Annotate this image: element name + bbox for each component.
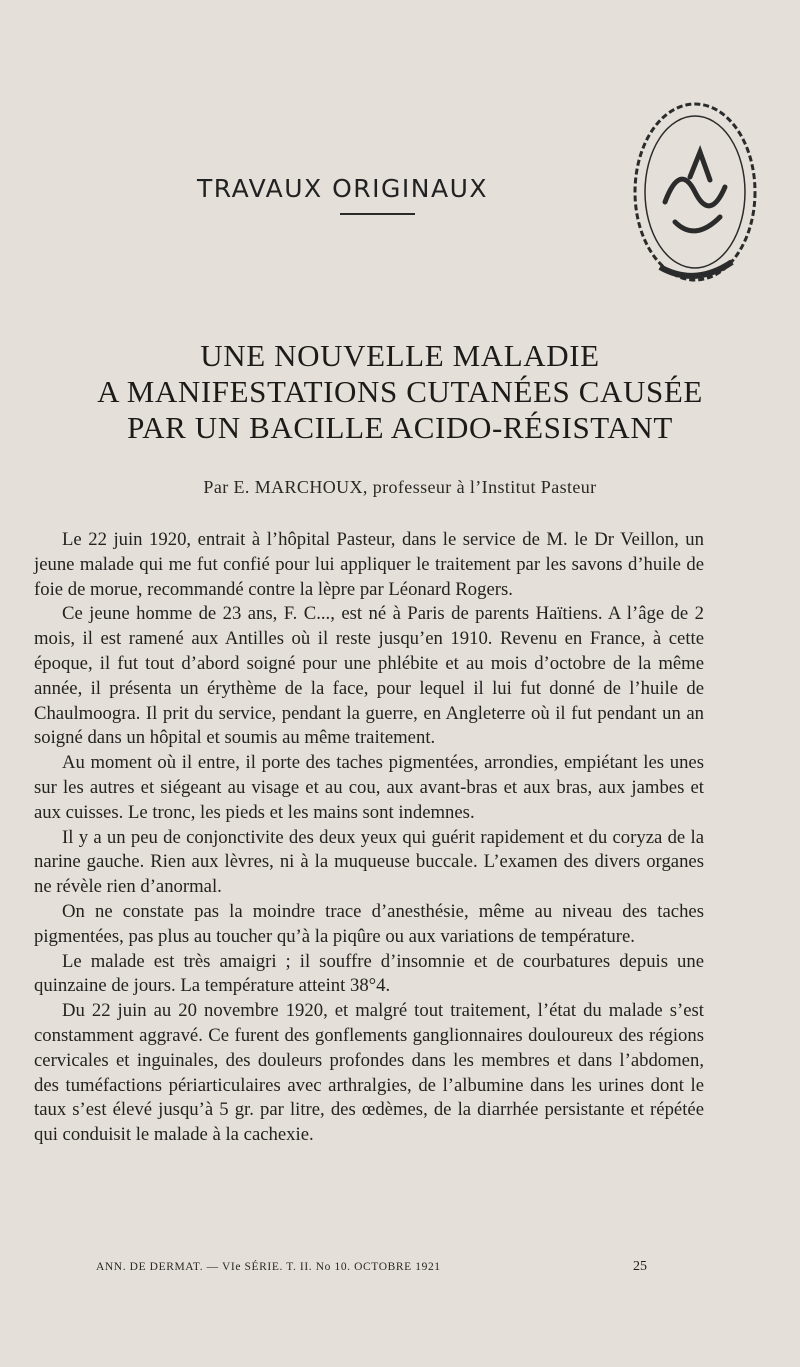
paragraph-7: Du 22 juin au 20 novembre 1920, et malgré tout traitement, l’état du malade s’est constamment aggravé. Ce furent des gonflements ganglionnaires douloureux des régions cervicales et inguinales, des douleurs profondes dans les membres et dans l’abdomen, des tuméfactions périarticulaires avec arthralgies, de l’albumine dans les urines dont le taux s’est élevé jusqu’à 5 gr. par litre, des œdèmes, de la diarrhée persistante et répétée qui conduisit le malade à la cachexie. (34, 1000, 704, 1146)
title-line-3: PAR UN BACILLE ACIDO-RÉSISTANT (127, 410, 673, 445)
paragraph-4: Il y a un peu de conjonctivite des deux yeux qui guérit rapidement et du coryza de la narine gauche. Rien aux lèvres, ni à la muqueuse buccale. L’examen des divers organes ne révèle rien d’anormal. (34, 826, 704, 898)
paragraph-6: Le malade est très amaigri ; il souffre d’insomnie et de courbatures depuis une quinzaine de jours. La température atteint 38°4. (34, 950, 704, 997)
journal-footer: ANN. DE DERMAT. — VIe SÉRIE. T. II. No 10. OCTOBRE 1921 (96, 1261, 441, 1273)
section-header: TRAVAUX ORIGINAUX (197, 174, 489, 203)
paragraph-5: On ne constate pas la moindre trace d’anesthésie, même au niveau des taches pigmentées, pas plus au toucher qu’à la piqûre ou aux variations de température. (34, 900, 704, 947)
title-line-2: A MANIFESTATIONS CUTANÉES CAUSÉE (97, 374, 703, 409)
article-body (34, 528, 704, 1148)
paragraph-1: Le 22 juin 1920, entrait à l’hôpital Pasteur, dans le service de M. le Dr Veillon, un jeune malade qui me fut confié pour lui appliquer le traitement par les savons d’huile de foie de morue, recommandé contre la lèpre par Léonard Rogers. (34, 529, 704, 600)
article-title (80, 338, 720, 446)
author-byline: Par E. MARCHOUX, professeur à l’Institut Pasteur (203, 477, 597, 497)
title-line-1: UNE NOUVELLE MALADIE (200, 338, 600, 373)
library-stamp-icon (620, 92, 770, 292)
section-divider (340, 213, 415, 215)
paragraph-3: Au moment où il entre, il porte des taches pigmentées, arrondies, empiétant les unes sur les autres et siégeant au visage et au cou, aux avant-bras et aux bras, aux jambes et aux cuisses. Le tronc, les pieds et les mains sont indemnes. (34, 752, 704, 823)
page-number: 25 (633, 1259, 647, 1274)
paragraph-2: Ce jeune homme de 23 ans, F. C..., est né à Paris de parents Haïtiens. A l’âge de 2 mois, il est ramené aux Antilles où il reste jusqu’en 1910. Revenu en France, à cette époque, il fut tout d’abord soigné pour une phlébite et au mois d’octobre de la même année, il présenta un érythème de la face, pour lequel il lui fut donné de l’huile de Chaulmoogra. Il prit du service, pendant la guerre, en Angleterre où il fut pendant un an soigné dans un hôpital et soumis au même traitement. (34, 603, 704, 749)
